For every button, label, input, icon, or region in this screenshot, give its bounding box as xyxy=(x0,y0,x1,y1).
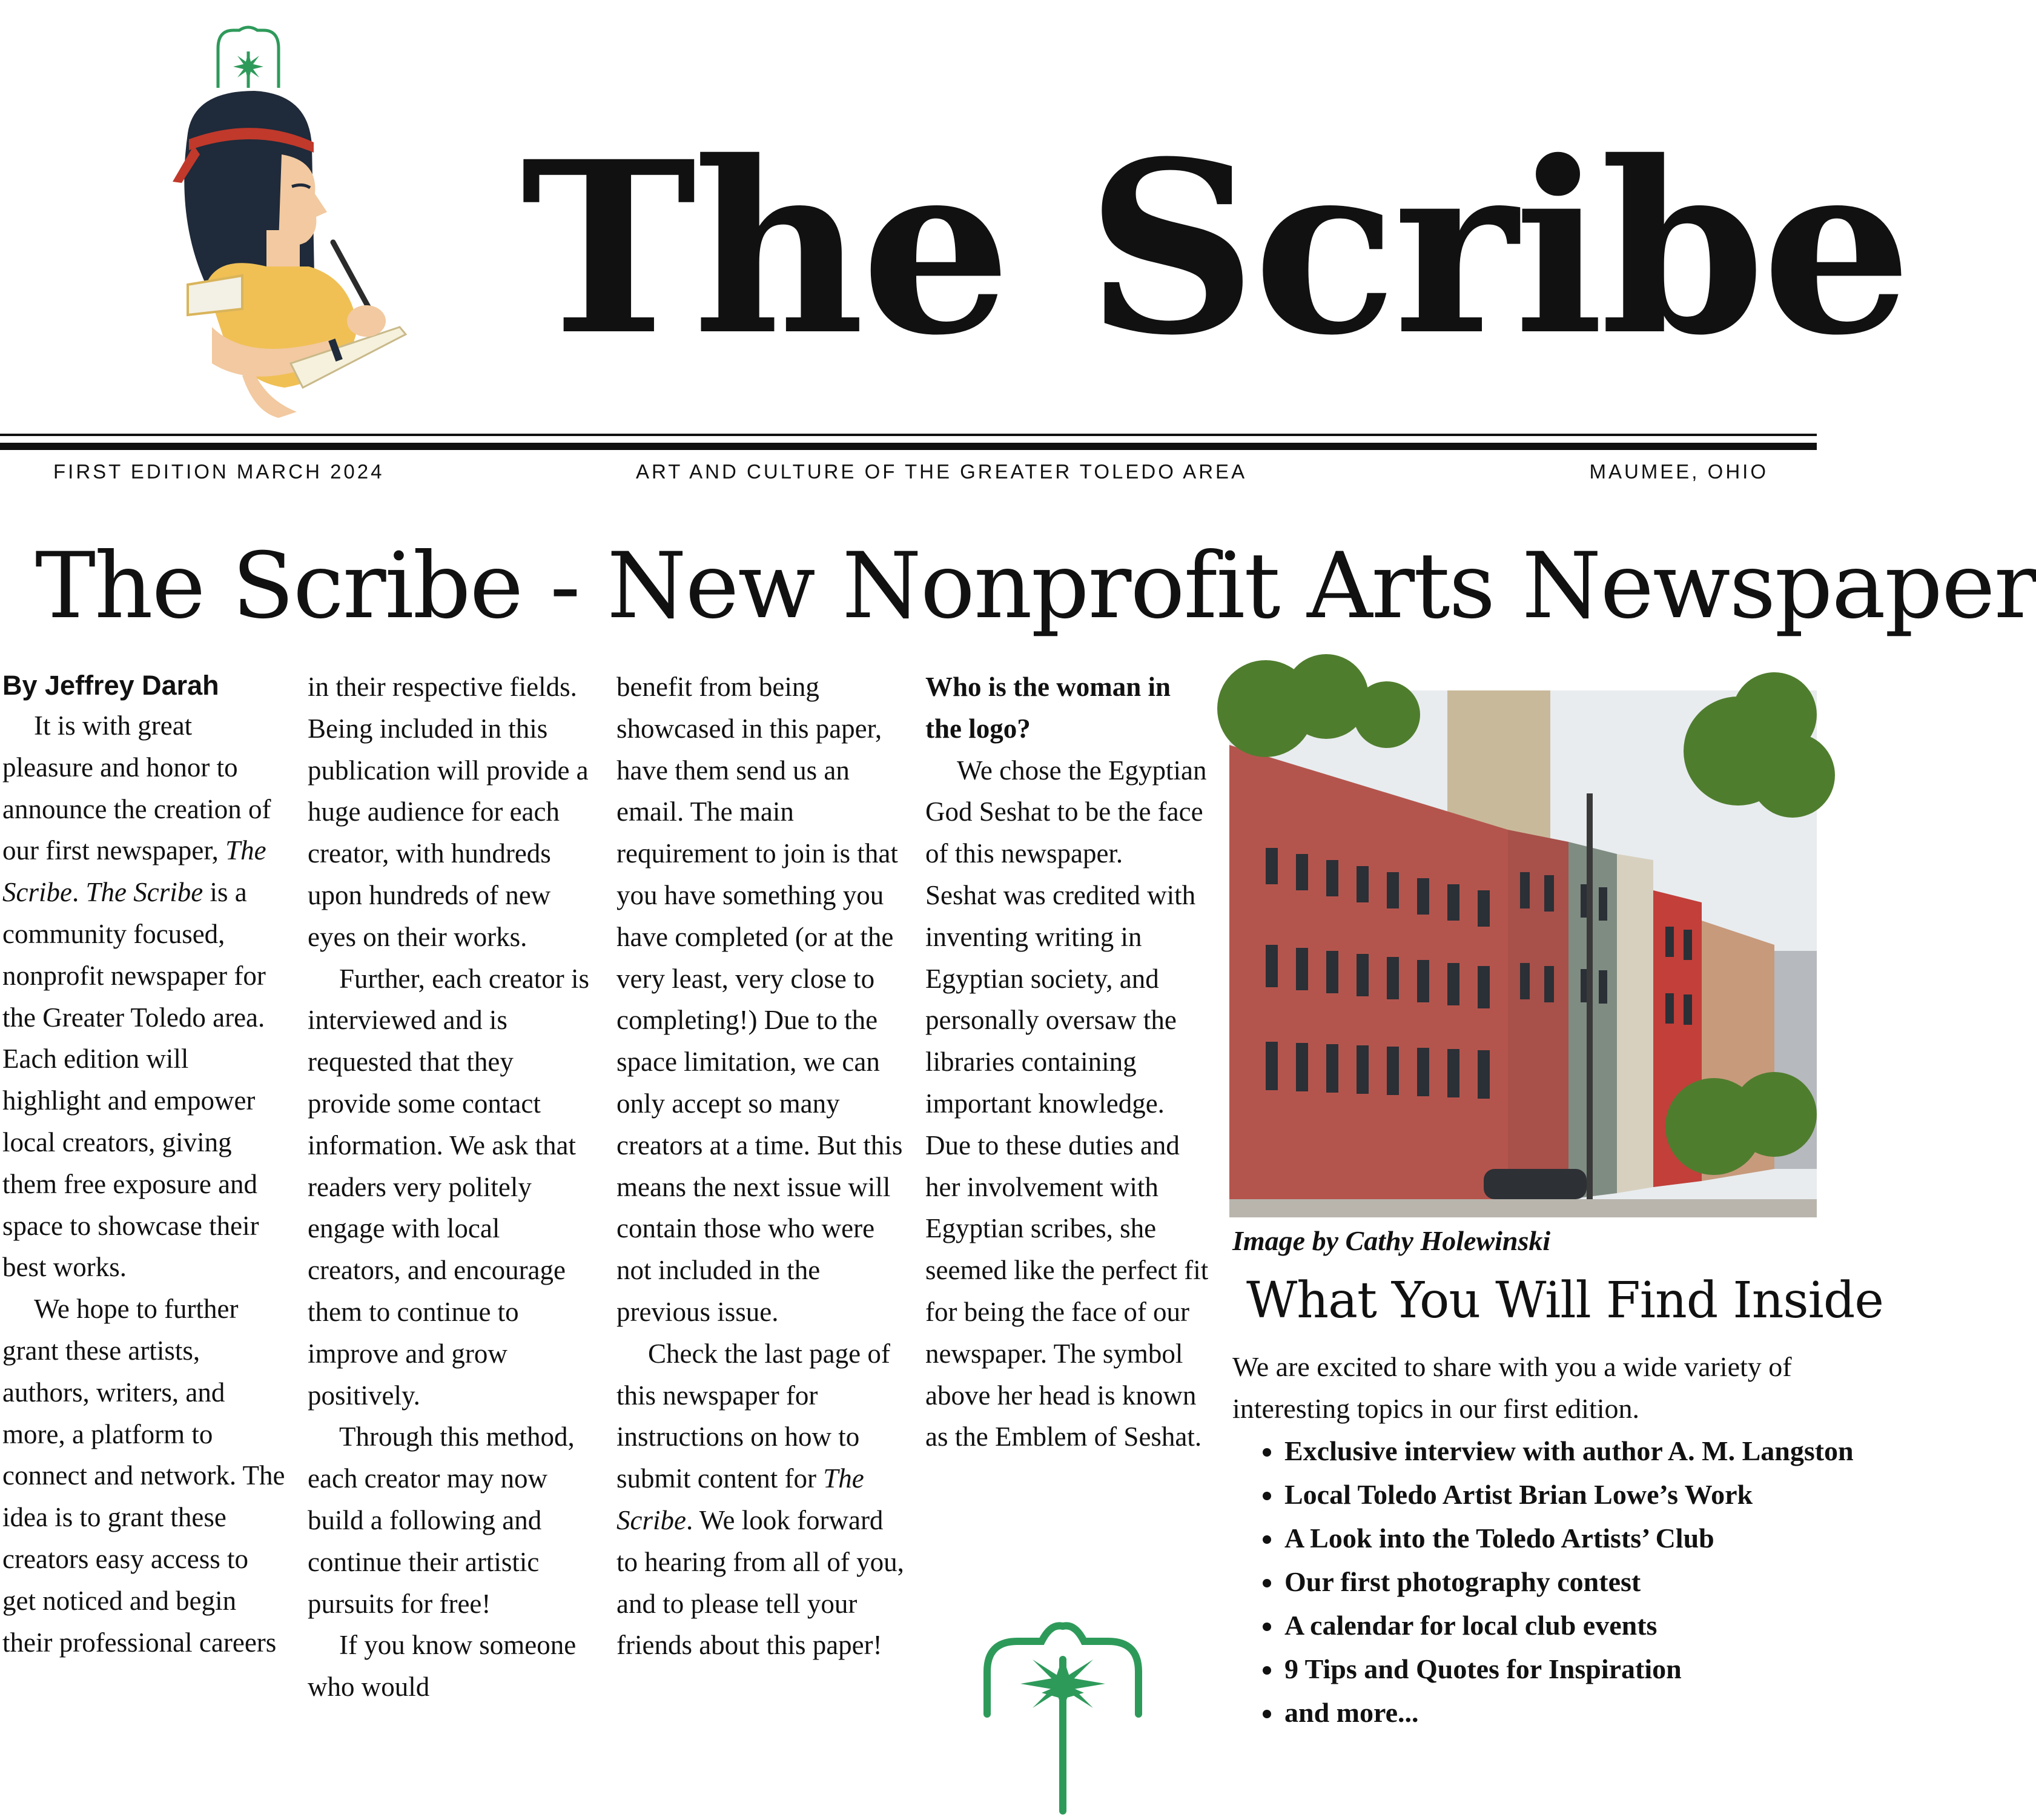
article-column-1 xyxy=(2,666,287,1663)
dateline-edition: FIRST EDITION MARCH 2024 xyxy=(53,460,385,483)
masthead-rule-thin xyxy=(0,434,1817,436)
article-column-2 xyxy=(308,666,597,1708)
emblem-of-seshat-icon xyxy=(218,27,279,88)
list-item: • and more... xyxy=(1283,1691,1865,1735)
list-item: • A calendar for local club events xyxy=(1283,1604,1865,1647)
dateline-tagline: ART AND CULTURE OF THE GREATER TOLEDO AREA xyxy=(636,460,1248,483)
list-item: • Our first photography contest xyxy=(1283,1560,1865,1604)
list-item: • Local Toledo Artist Brian Lowe’s Work xyxy=(1283,1473,1865,1517)
street-buildings-photo xyxy=(1229,690,1817,1217)
col3-paragraph-2: Check the last page of this newspaper for instructions on how to submit content for The Scribe. We look forward to hearing from all of you, and to please tell your friends about this paper! xyxy=(616,1338,904,1661)
publication-title: The Scribe xyxy=(85,877,203,908)
col2-paragraph-4: If you know someone who would xyxy=(308,1630,577,1703)
list-item: • Exclusive interview with author A. M. Langston xyxy=(1283,1429,1865,1473)
masthead-rule-thick xyxy=(0,443,1817,450)
photo-caption: Image by Cathy Holewinski xyxy=(1232,1225,1551,1256)
publication-title: The Scribe xyxy=(2,835,266,908)
article-column-3 xyxy=(616,666,907,1666)
col2-paragraph-2: Further, each creator is interviewed and is requested that they provide some contact information. We ask that readers very politely engage with local creators, and encourage them to continue to improve and grow positively. xyxy=(308,963,589,1411)
sidebar-subhead: Who is the woman in the logo? xyxy=(925,672,1171,744)
seshat-logo-illustration xyxy=(151,24,430,418)
col1-paragraph-2: We hope to further grant these artists, authors, writers, and more, a platform to connect and network. The idea is to grant these creators easy access to get noticed and begin their professional careers xyxy=(2,1294,285,1658)
col1-paragraph-1: It is with great pleasure and honor to announce the creation of our first newspaper, The Scribe. The Scribe is a community focused, nonprofit newspaper for the Greater Toledo area. Each edition will highlight and empower local creators, giving them free exposure and space to showcase their best works. xyxy=(2,710,271,1283)
list-item: • A Look into the Toledo Artists’ Club xyxy=(1283,1517,1865,1560)
col4-paragraph-1: We chose the Egyptian God Seshat to be the face of this newspaper. xyxy=(925,755,1207,869)
inside-heading: What You Will Find Inside xyxy=(1246,1272,1883,1329)
col2-paragraph-1: in their respective fields. Being included in this publication will provide a huge audience for each creator, with hundreds upon hundreds of new eyes on their works. xyxy=(308,672,589,952)
article-column-4 xyxy=(925,666,1210,1458)
byline: By Jeffrey Darah xyxy=(2,670,219,701)
col4-paragraph-2: Seshat was credited with inventing writing in Egyptian society, and personally oversaw the libraries containing important knowledge. Due to these duties and her involvement with Egyptian scribes, she seemed like the perfect fit for being the face of our newspaper. The symbol above her head is known as the Emblem of Seshat. xyxy=(925,879,1209,1452)
masthead-title: The Scribe xyxy=(521,110,1909,387)
inside-intro: We are excited to share with you a wide variety of interesting topics in our first edition. xyxy=(1232,1351,1792,1424)
inside-contents-list xyxy=(1232,1429,1865,1735)
emblem-of-seshat-icon xyxy=(981,1623,1145,1817)
col3-paragraph-1: benefit from being showcased in this paper, have them send us an email. The main requirement to join is that you have something you have completed (or at the very least, very close to completing!) Due to the space limitation, we can only accept so many creators at a time. But this means the next issue will contain those who were not included in the previous issue. xyxy=(616,672,903,1327)
col2-paragraph-3: Through this method, each creator may now build a following and continue their artistic pursuits for free! xyxy=(308,1421,575,1619)
article-headline: The Scribe - New Nonprofit Arts Newspaper xyxy=(35,534,2036,639)
dateline-location: MAUMEE, OHIO xyxy=(1589,460,1768,483)
publication-title: The Scribe xyxy=(616,1463,864,1535)
list-item: • 9 Tips and Quotes for Inspiration xyxy=(1283,1647,1865,1691)
